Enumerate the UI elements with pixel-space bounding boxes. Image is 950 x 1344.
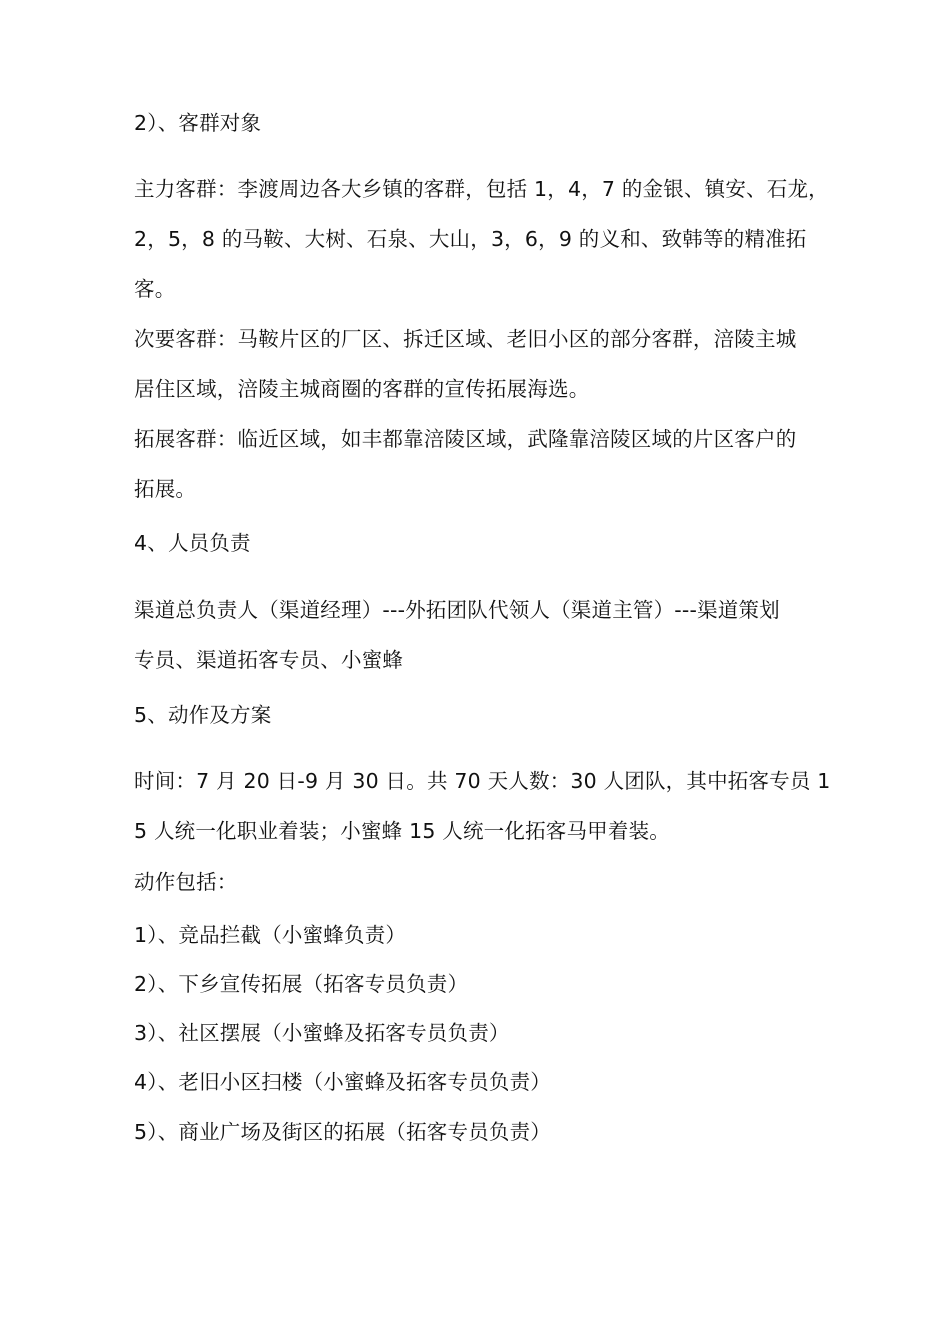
section-heading-customer-groups: 2）、客群对象: [134, 111, 262, 135]
expansion-customers-paragraph-line-1: 拓展客群：临近区域，如丰都靠涪陵区域，武隆靠涪陵区域的片区客户的: [134, 427, 797, 451]
schedule-paragraph-line-2: 5 人统一化职业着装；小蜜蜂 15 人统一化拓客马甲着装。: [134, 819, 670, 843]
actions-intro: 动作包括：: [134, 870, 238, 894]
primary-customers-paragraph-line-3: 客。: [134, 277, 176, 301]
action-list-item-5: 5）、商业广场及街区的拓展（拓客专员负责）: [134, 1120, 551, 1144]
secondary-customers-paragraph-line-2: 居住区域，涪陵主城商圈的客群的宣传拓展海选。: [134, 377, 590, 401]
secondary-customers-paragraph-line-1: 次要客群：马鞍片区的厂区、拆迁区域、老旧小区的部分客群，涪陵主城: [134, 327, 797, 351]
action-list-item-2: 2）、下乡宣传拓展（拓客专员负责）: [134, 972, 469, 996]
schedule-paragraph-line-1: 时间：7 月 20 日-9 月 30 日。共 70 天人数：30 人团队，其中拓客专员 1: [134, 769, 831, 793]
section-heading-staff: 4、人员负责: [134, 531, 251, 555]
staff-paragraph-line-1: 渠道总负责人（渠道经理）---外拓团队代领人（渠道主管）---渠道策划: [134, 598, 780, 622]
expansion-customers-paragraph-line-2: 拓展。: [134, 477, 197, 501]
primary-customers-paragraph-line-1: 主力客群：李渡周边各大乡镇的客群，包括 1，4，7 的金银、镇安、石龙，: [134, 177, 829, 201]
action-list-item-3: 3）、社区摆展（小蜜蜂及拓客专员负责）: [134, 1021, 510, 1045]
staff-paragraph-line-2: 专员、渠道拓客专员、小蜜蜂: [134, 648, 404, 672]
action-list-item-4: 4）、老旧小区扫楼（小蜜蜂及拓客专员负责）: [134, 1070, 551, 1094]
action-list-item-1: 1）、竞品拦截（小蜜蜂负责）: [134, 923, 407, 947]
primary-customers-paragraph-line-2: 2，5，8 的马鞍、大树、石泉、大山，3，6，9 的义和、致韩等的精准拓: [134, 227, 807, 251]
section-heading-actions: 5、动作及方案: [134, 703, 272, 727]
